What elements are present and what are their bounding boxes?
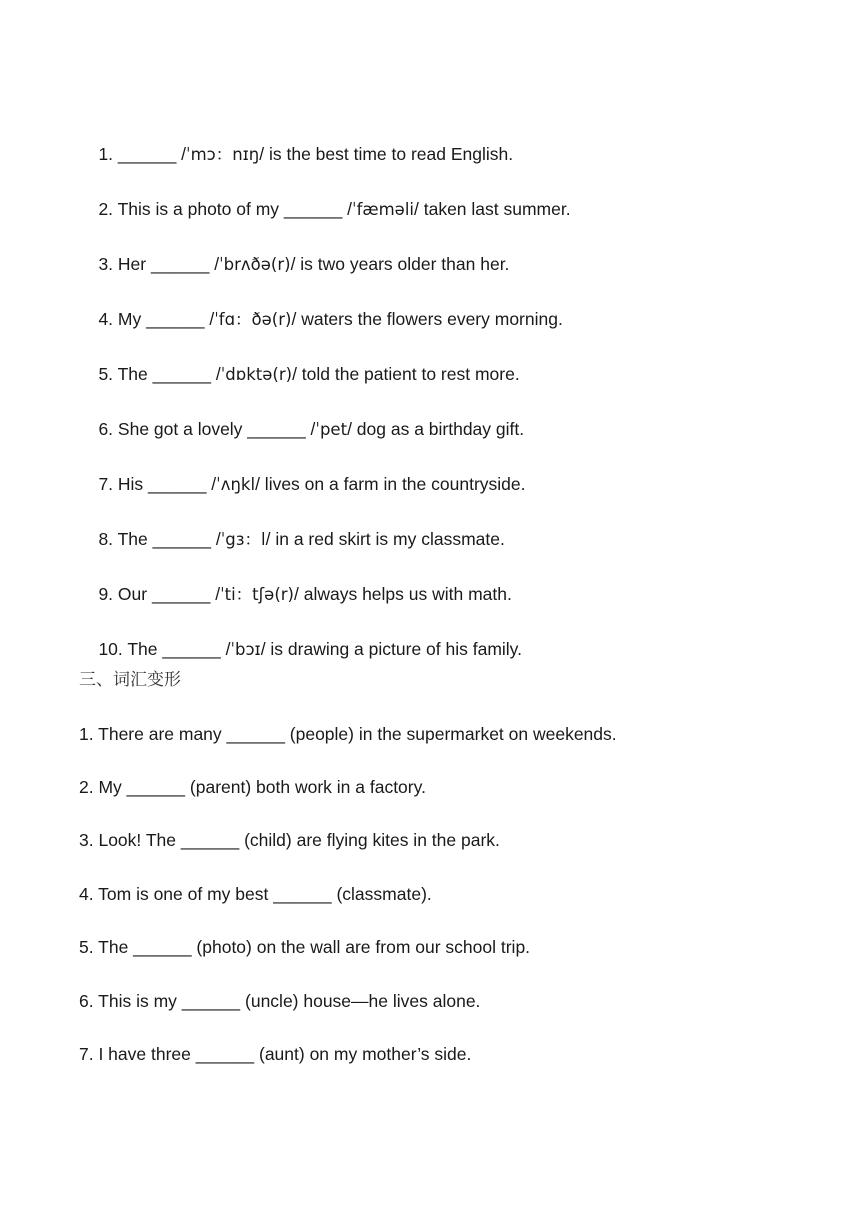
word-form-item-7: 7. I have three ______ (aunt) on my mother’s side.: [79, 1044, 472, 1064]
word-form-item-1: 1. There are many ______ (people) in the supermarket on weekends.: [79, 724, 617, 744]
word-form-item-3: 3. Look! The ______ (child) are flying kites in the park.: [79, 830, 500, 850]
phonetic-item-1: 1. ______ /ˈmɔ：nɪŋ/ is the best time to read English.: [98, 144, 514, 164]
word-form-item-4: 4. Tom is one of my best ______ (classmate).: [79, 884, 432, 904]
phonetic-item-8: 8. The ______ /ˈgɜ：l/ in a red skirt is my classmate.: [98, 529, 505, 549]
phonetic-transcription: ˈbrʌðə(r): [219, 255, 291, 274]
phonetic-transcription: ˈmɔ：nɪŋ: [186, 145, 260, 164]
phonetic-transcription: ˈfæməli: [352, 200, 414, 219]
phonetic-transcription: ˈpet: [315, 420, 348, 439]
phonetic-item-6: 6. She got a lovely ______ /ˈpet/ dog as a birthday gift.: [98, 419, 525, 439]
phonetic-transcription: ˈgɜ：l: [220, 530, 266, 549]
phonetic-transcription: ˈʌŋkl: [216, 475, 256, 494]
phonetic-transcription: ˈbɔɪ: [230, 640, 261, 659]
word-form-item-2: 2. My ______ (parent) both work in a factory.: [79, 777, 426, 797]
section-heading: 三、词汇变形: [79, 670, 181, 690]
phonetic-transcription: ˈfɑ：ðə(r): [214, 310, 292, 329]
phonetic-item-5: 5. The ______ /ˈdɒktə(r)/ told the patient to rest more.: [98, 364, 520, 384]
phonetic-transcription: ˈti：tʃə(r): [220, 585, 294, 604]
phonetic-item-3: 3. Her ______ /ˈbrʌðə(r)/ is two years older than her.: [98, 254, 510, 274]
phonetic-item-4: 4. My ______ /ˈfɑ：ðə(r)/ waters the flowers every morning.: [98, 309, 563, 329]
word-form-item-6: 6. This is my ______ (uncle) house—he lives alone.: [79, 991, 481, 1011]
phonetic-transcription: ˈdɒktə(r): [220, 365, 293, 384]
phonetic-item-7: 7. His ______ /ˈʌŋkl/ lives on a farm in the countryside.: [98, 474, 526, 494]
word-form-item-5: 5. The ______ (photo) on the wall are from our school trip.: [79, 937, 531, 957]
phonetic-item-9: 9. Our ______ /ˈti：tʃə(r)/ always helps us with math.: [98, 584, 512, 604]
phonetic-item-10: 10. The ______ /ˈbɔɪ/ is drawing a picture of his family.: [98, 639, 522, 659]
phonetic-item-2: 2. This is a photo of my ______ /ˈfæməli/ taken last summer.: [98, 199, 571, 219]
